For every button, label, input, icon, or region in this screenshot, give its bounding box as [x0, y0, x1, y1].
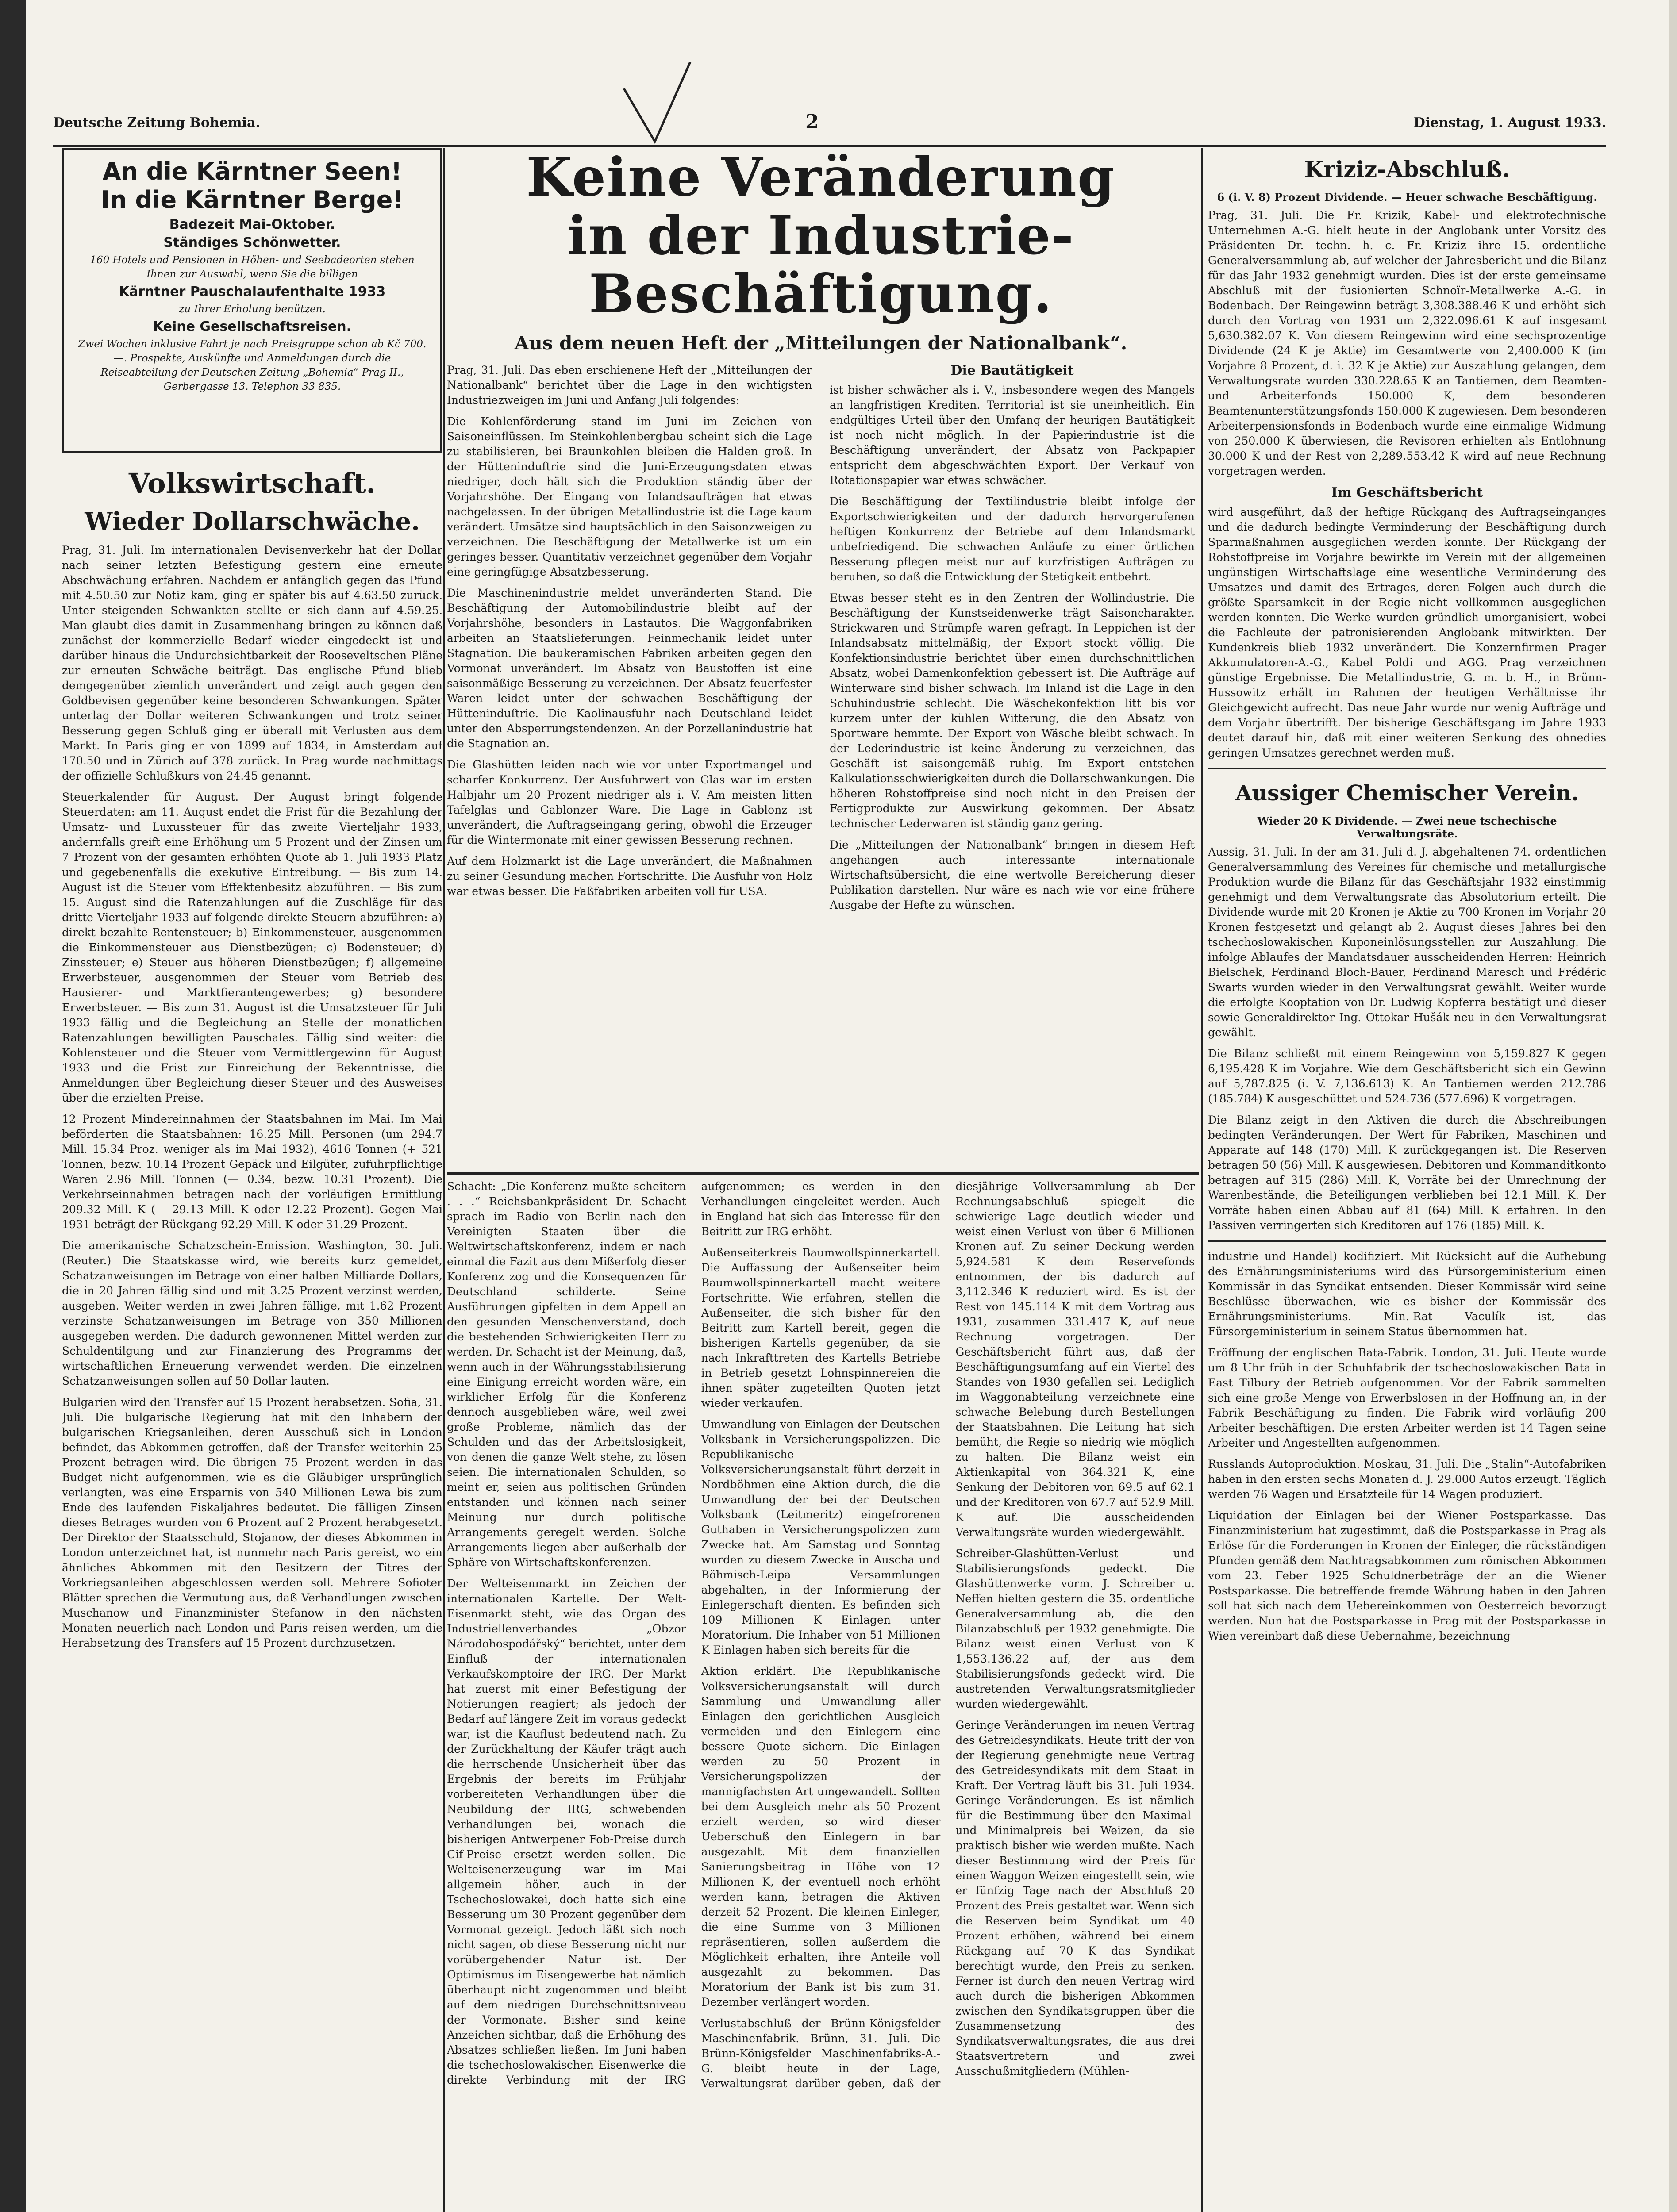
- article-deck: Wieder 20 K Dividende. — Zwei neue tschechische Verwaltungsräte.: [1257, 814, 1557, 840]
- article-title: Aussiger Chemischer Verein.: [1235, 781, 1579, 806]
- main-article: [447, 148, 1195, 1175]
- news-item: Eröffnung der englischen Bata-Fabrik. London, 31. Juli. Heute wurde um 8 Uhr früh in der Schuhfabrik der tschechoslowakischen Bata in East Tilbury der Betrieb aufgenommen. Vor der Fabrik sammelten sich eine große Menge von Erwerbslosen in der Hoffnung an, in der Fabrik Beschäftigung zu finden. Die Fabrik wird vorläufig 200 Arbeiter beschäftigen. Die ersten Arbeiter werden ist 14 Tagen seine Arbeiter und Angestellten aufgenommen.: [1208, 1346, 1606, 1449]
- news-item: Schacht: „Die Konferenz mußte scheitern . . .“ Reichsbankpräsident Dr. Schacht sprach im Radio von Berlin nach den Vereinigten Staaten über die Weltwirtschaftskonferenz, indem er nach einmal die Fazit aus dem Mißerfolg dieser Konferenz zog und die Konsequenzen für Deutschland schilderte. Seine Ausführungen gipfelten in dem Appell an den gesunden Menschenverstand, doch die bestehenden Schwierigkeiten Herr zu werden. Dr. Schacht ist der Meinung, daß, wenn auch in der Währungsstabilisierung eine Einigung erreicht worden wäre, ein wirklicher Erfolg für die Konferenz dennoch ausgeblieben wäre, weil zwei große Probleme, nämlich das der Schulden und das der Arbeitslosigkeit, von denen die ganze Welt stehe, zu lösen seien. Die internationalen Schulden, so meint er, seien aus politischen Gründen entstanden und können nach seiner Meinung nur durch politische Arrangements geregelt werden. Solche Arrangements liegen aber außerhalb der Sphäre von Wirtschaftskonferenzen.: [447, 1180, 686, 1569]
- article-title: Kriziz-Abschluß.: [1304, 156, 1510, 182]
- binding-edge: [0, 0, 26, 2212]
- section-title: Volkswirtschaft.: [128, 467, 376, 499]
- article-paragraph: ist bisher schwächer als i. V., insbesondere wegen des Mangels an langfristigen Krediten. Territorial ist sie uneinheitlich. Ein endgültiges Urteil über den Umfang der heurigen Bautätigkeit ist noch nicht möglich. In der Papierindustrie ist die Beschäftigung unverändert, der Absatz von Packpapier entspricht dem abgeschwächten Export. Der Verkauf von Rotationspapier war etwas schwächer.: [830, 384, 1195, 487]
- article-paragraph: Aussig, 31. Juli. In der am 31. Juli d. J. abgehaltenen 74. ordentlichen Generalversammlung des Vereines für chemische und metallurgische Produktion wurde die Bilanz für das Geschäftsjahr 1932 einstimmig genehmigt und dem Verwaltungsrate das Absolutorium erteilt. Die Dividende wurde mit 20 Kronen je Aktie zu 700 Kronen im Vorjahr 20 Kronen festgesetzt und gelangt ab 2. August dieses Jahres bei den tschechoslowakischen Kuponeinlösungsstellen zur Auszahlung. Die infolge Ablaufes der Mandatsdauer ausscheidenden Herren: Heinrich Bielschek, Ferdinand Bloch-Bauer, Ferdinand Maresch und Frédéric Swarts wurden wieder in den Verwaltungsrat gewählt. Weiter wurde die erfolgte Kooptation von Dr. Ludwig Kopferra bestätigt und dieser sowie Generaldirektor Ing. Ottokar Hušák neu in den Verwaltungsrat gewählt.: [1208, 845, 1606, 1039]
- headline-line-1: Keine Veränderung: [526, 148, 1115, 208]
- news-item: Außenseiterkreis Baumwollspinnerkartell. Die Auffassung der Außenseiter beim Baumwollspinnerkartell macht weitere Fortschritte. Wie erfahren, stellen die Außenseiter, die sich bisher für den Beitritt zum Kartell bereit, gegen die bisherigen Kartells gegenüber, da sie nach Inkrafttreten des Kartells Betriebe in Betrieb gesetzt Lohnspinnereien die ihnen später zugeteilten Quoten jetzt wieder verkaufen.: [701, 1246, 941, 1409]
- page-number: 2: [805, 111, 819, 133]
- article-title: Wieder Dollarschwäche.: [85, 507, 420, 536]
- ad-headline-2: In die Kärntner Berge!: [101, 186, 404, 214]
- running-header: [53, 111, 1606, 142]
- news-item: Umwandlung von Einlagen der Deutschen Volksbank in Versicherungspolizzen. Die Republikanische Volksversicherungsanstalt führt derzeit in Nordböhmen eine Aktion durch, die die Umwandlung der bei der Deutschen Volksbank (Leitmeritz) eingefrorenen Guthaben in Versicherungspolizzen zum Zwecke hat. Am Samstag und Sonntag wurden zu diesem Zwecke in Auscha und Böhmisch-Leipa Versammlungen abgehalten, in der Informierung der Einlegerschaft dienten. Es befinden sich 109 Millionen K Einlagen unter Moratorium. Die Inhaber von 51 Millionen K Einlagen haben sich bereits für die: [701, 1418, 941, 1656]
- article-paragraph: 12 Prozent Mindereinnahmen der Staatsbahnen im Mai. Im Mai beförderten die Staatsbahnen: 16.25 Mill. Personen (um 294.7 Mill. 15.34 Proz. weniger als im Mai 1932), 4616 Tonnen (+ 521 Tonnen, bezw. 10.14 Prozent Gepäck und Eilgüter, zufuhrpflichtige Waren 2.96 Mill. Tonnen (— 0.34, bezw. 10.31 Prozent). Die Verkehrseinnahmen betragen nach der vorläufigen Ermittlung 209.32 Mill. K (— 29.13 Mill. K oder 12.22 Prozent). Gegen Mai 1931 beträgt der Rückgang 92.29 Mill. K oder 31.29 Prozent.: [62, 1113, 442, 1231]
- news-item: Verlustabschluß der Brünn-Königsfelder Maschinenfabrik. Brünn, 31. Juli. Die Brünn-Königsfelder Maschinenfabriks-A.-G. bleibt heute in der Lage, Verwaltungsrat darüber geben, daß der diesjährige Vollversammlung ab Der Rechnungsabschluß spiegelt die schwierige Lage deutlich wieder und weist einen Verlust von über 6 Millionen Kronen auf. Zu seiner Deckung werden 5,924.581 K dem Reservefonds entnommen, der bis dadurch auf 3,112.346 K reduziert wird. Es ist der Rest von 145.114 K mit dem Vortrag aus 1931, zusammen 331.417 K, auf neue Rechnung vorgetragen. Der Geschäftsbericht führt aus, daß der Beschäftigungsumfang auf ein Viertel des Standes von 1930 gefallen sei. Lediglich im Waggonabteilung verzeichnete eine schwache Belebung durch Bestellungen der Staatsbahnen. Die Leitung hat sich bemüht, die Regie so niedrig wie möglich zu halten. Die Bilanz weist ein Aktienkapital von 364.321 K, eine Senkung der Debitoren von 69.5 auf 62.1 und der Kreditoren von 67.7 auf 52.9 Mill. K auf. Die ausscheidenden Verwaltungsräte wurden wiedergewählt.: [701, 1180, 1195, 2090]
- article-paragraph: Die Maschinenindustrie meldet unveränderten Stand. Die Beschäftigung der Automobilindustrie bleibt auf der Vorjahrshöhe, besonders in Lastautos. Die Waggonfabriken arbeiten an Staatslieferungen. Feinmechanik leidet unter Stagnation. Die baukeramischen Fabriken arbeiten gegen den Vormonat unverändert. Im Absatz von Baustoffen ist eine saisonmäßige Besserung zu verzeichnen. Der Absatz feuerfester Waren leidet unter der schwachen Beschäftigung der Hütteninduſtrie. Die Kaolinausfuhr nach Deutschland leidet unter den Absperrungstendenzen. An der Porzellanindustrie hat die Stagnation an.: [447, 587, 812, 750]
- date-line: Dienstag, 1. August 1933.: [1413, 115, 1606, 131]
- pencil-check-mark-icon: [619, 62, 695, 146]
- article-paragraph: Die amerikanische Schatzschein-Emission. Washington, 30. Juli. (Reuter.) Die Staatskasse wird, wie bereits kurz gemeldet, Schatzanweisungen im Betrage von einer halben Milliarde Dollars, die in 20 Jahren fällig sind und mit 3.25 Prozent verzinst werden, ausgeben. Weiter werden in zwei Jahren fällige, mit 1.62 Prozent verzinste Schatzanweisungen im Betrage von 350 Millionen ausgegeben werden. Die dadurch gewonnenen Mittel werden zur Schuldentilgung und zur Finanzierung des Programms der wirtschaftlichen Erneuerung verwendet werden. Die einzelnen Schatzanweisungen sollen auf 50 Dollar lauten.: [62, 1239, 442, 1387]
- subheading: Die Bautätigkeit: [950, 363, 1074, 378]
- ad-body-4: Zwei Wochen inklusive Fahrt je nach Preisgruppe schon ab Kč 700.—. Prospekte, Auskünfte und Anmeldungen durch die Reiseabteilung der Deutschen Zeitung „Bohemia“ Prag II., Gerbergasse 13. Telephon 33 835.: [78, 338, 427, 392]
- article-paragraph: Die „Mitteilungen der Nationalbank“ bringen in diesem Heft angehangen auch interessante internationale Wirtschaftsübersicht, die eine wertvolle Bereicherung dieser Publikation darstellen. Nur wäre es nach wie vor eine frühere Ausgabe der Hefte zu wünschen.: [830, 838, 1195, 911]
- ad-body-1: 160 Hotels und Pensionen in Höhen- und Seebadeorten stehen Ihnen zur Auswahl, wenn Sie die billigen: [90, 254, 415, 280]
- lower-news-block: [447, 1179, 1195, 2212]
- article-deck: 6 (i. V. 8) Prozent Dividende. — Heuer schwache Beschäftigung.: [1217, 191, 1597, 204]
- headline-deck: Aus dem neuen Heft der „Mitteilungen der Nationalbank“.: [514, 332, 1127, 354]
- news-item: industrie und Handel) kodifiziert. Mit Rücksicht auf die Aufhebung des Ernährungsministeriums wird das Fürsorgeministerium einen Kommissär in das Syndikat entsenden. Dieser Kommissär wird seine Beschlüsse überwachen, wie es bisher der Kommissär des Ernährungsministeriums. Min.-Rat Vaculík ist, das Fürsorgeministerium in seinem Status übernommen hat.: [1208, 1250, 1606, 1338]
- article-paragraph: Auf dem Holzmarkt ist die Lage unverändert, die Maßnahmen zu seiner Gesundung machen Fortschritte. Die Ausfuhr von Holz war etwas besser. Die Faßfabriken arbeiten voll für USA.: [447, 855, 812, 898]
- article-paragraph: Die Bilanz zeigt in den Aktiven die durch die Abschreibungen bedingten Veränderungen. Der Wert für Fabriken, Maschinen und Apparate auf 148 (170) Mill. K zurückgegangen ist. Die Reserven betragen 50 (56) Mill. K ausgewiesen. Debitoren und Kommanditkonto betragen auf 315 (286) Mill. K, Vorräte bei der Umrechnung der Warenbestände, die Beteiligungen verblieben bei 12.1 Mill. K. Der Vorräte haben einen Abbau auf 81 (64) Mill. K erfahren. In den Passiven verringerten sich Kreditoren auf 176 (185) Mill. K.: [1208, 1114, 1606, 1232]
- ad-body-2: zu Ihrer Erholung benützen.: [179, 303, 326, 315]
- column-rule-1: [443, 148, 445, 2212]
- headline-line-2: in der Industrie-Beschäftigung.: [567, 204, 1075, 325]
- news-item: Geringe Veränderungen im neuen Vertrag des Getreidesyndikats. Heute tritt der von der Regierung genehmigte neue Vertrag des Getreidesyndikats mit dem Staat in Kraft. Der Vertrag läuft bis 31. Juli 1934. Geringe Veränderungen. Es ist nämlich für die Bestimmung über den Maximal- und Minimalpreis bei Weizen, da sie praktisch bisher wie werden mußte. Nach dieser Bestimmung wird der Preis für einen Waggon Weizen eingestellt sein, wie er fünfzig Tage nach der Abschluß 20 Prozent des Preis gestaltet war. Wenn sich die Reserven beim Syndikat um 40 Prozent erhöhen, während bei einem Rückgang auf 70 K das Syndikat berechtigt wurde, den Preis zu senken. Ferner ist durch den neuen Vertrag wird auch durch die bisherigen Abkommen zwischen den Syndikatsgruppen über die Zusammensetzung des Syndikatsverwaltungsrates, die aus drei Staatsvertretern und zwei Ausschußmitgliedern (Mühlen-: [955, 1719, 1195, 2078]
- ad-season: Badezeit Mai-Oktober.: [169, 217, 335, 232]
- news-item: Schreiber-Glashütten-Verlust und Stabilisierungsfonds gedeckt. Die Glashüttenwerke vorm. J. Schreiber u. Neffen hielten gestern die 35. ordentliche Generalversammlung ab, die den Bilanzabschluß per 1932 genehmigte. Die Bilanz weist einen Verlust von K 1,553.136.22 auf, der aus dem Stabilisierungsfonds gedeckt wird. Die austretenden Verwaltungsratsmitglieder wurden wiedergewählt.: [955, 1547, 1195, 1710]
- article-paragraph: Die Beschäftigung der Textilindustrie bleibt infolge der Exportschwierigkeiten und der dadurch hervorgerufenen heftigen Konkurrenz der Betriebe auf dem Inlandsmarkt unbefriedigend. Die schwachen Anläufe zu einer örtlichen Besserung pflegen meist nur auf kurzfristigen Aufträgen zu beruhen, so daß die Entwicklung der Stetigkeit entbehrt.: [830, 495, 1195, 583]
- advertisement: [62, 148, 442, 453]
- news-item: Russlands Autoproduktion. Moskau, 31. Juli. Die „Stalin“-Autofabriken haben in den ersten sechs Monaten d. J. 29.000 Autos erzeugt. Täglich werden 76 Wagen und Ersatzteile für 14 Wagen produziert.: [1208, 1458, 1606, 1501]
- column-rule-2: [1201, 148, 1203, 2212]
- ad-headline-1: An die Kärntner Seen!: [102, 157, 402, 185]
- article-paragraph: Etwas besser steht es in den Zentren der Wollindustrie. Die Beschäftigung der Kunstseidenwerke trägt Saisoncharakter. Strickwaren und Strümpfe waren gefragt. In Leppichen ist der Inlandsabsatz mittelmäßig, der Export stockt völlig. Die Konfektionsindustrie berichtet über einen durchschnittlichen Absatz, wobei Damenkonfektion gebessert ist. Die Aufträge auf Winterware sind bisher schwach. Im Inland ist die Lage in den Schuhindustrie schlecht. Die Wäschekonfektion litt bis vor kurzem unter der kühlen Witterung, die den Absatz von Sportware hemmte. Der Export von Wäsche bleibt schwach. In der Lederindustrie ist keine Änderung zu verzeichnen, das Geschäft ist saisongemäß ruhig. Im Export entstehen Kalkulationsschwierigkeiten durch die Dollarschwankungen. Die höheren Rohstoffpreise sind noch nicht in den Preisen der Fertigprodukte zur Auswirkung gekommen. Der Absatz technischer Lederwaren ist ständig ganz gering.: [830, 591, 1195, 830]
- main-article-body: [447, 363, 1195, 913]
- news-item: Aktion erklärt. Die Republikanische Volksversicherungsanstalt will durch Sammlung und Umwandlung aller Einlagen den gerichtlichen Ausgleich vermeiden und den Einlegern eine bessere Quote sichern. Die Einlagen werden zu 50 Prozent in Versicherungspolizzen der mannigfachsten Art umgewandelt. Sollten bei dem Ausgleich mehr als 50 Prozent erzielt werden, so wird dieser Ueberschuß den Einlegern in bar ausgezahlt. Mit dem finanziellen Sanierungsbeitrag in Höhe von 12 Millionen K, der eventuell noch erhöht werden kann, betragen die Aktiven derzeit 52 Prozent. Die kleinen Einleger, die eine Summe von 3 Millionen repräsentieren, sollen außerdem die Möglichkeit erhalten, ihre Anteile voll ausgezahlt zu bekommen. Das Moratorium der Bank ist bis zum 31. Dezember verlängert worden.: [701, 1665, 941, 2008]
- article-paragraph: Prag, 31. Juli. Im internationalen Devisenverkehr hat der Dollar nach seiner letzten Befestigung gestern eine erneute Abschwächung erfahren. Nachdem er anfänglich gegen das Pfund mit 4.50.50 zur Notiz kam, ging er später bis auf 4.63.50 zurück. Unter steigenden Schwankten stellte er sich dann auf 4.59.25. Man glaubt dies damit in Zusammenhang bringen zu können daß zunächst der kommerzielle Bedarf wieder eingedeckt ist und darüber hinaus die Undurchsichtbarkeit der Rooseveltschen Pläne zur erneuten Schwäche beiträgt. Das englische Pfund blieb demgegenüber ziemlich unverändert und zeigt auch gegen den Goldbevisen gegenüber keine besonderen Schwankungen. Später unterlag der Dollar weiteren Schwankungen und trotz seiner Besserung gegen Schluß ging er überall mit Verlusten aus dem Markt. In Paris ging er von 1899 auf 1834, in Amsterdam auf 170.50 und in Zürich auf 378 zurück. In Prag wurde nachmittags der offizielle Schlußkurs von 24.45 genannt.: [62, 544, 442, 782]
- article-paragraph: wird ausgeführt, daß der heftige Rückgang des Auftragseinganges und die dadurch bedingte Verminderung der Beschäftigung durch Sparmaßnahmen ausgeglichen werden konnte. Der Rückgang der Rohstoffpreise im Vorjahre bewirkte im Verein mit der allgemeinen ungünstigen Wirtschaftslage eine wesentliche Verminderung des Umsatzes und damit des Ertrages, deren Folgen auch durch die größte Sparsamkeit in der Regie nicht vollkommen ausgeglichen werden konnten. Die Werke wurden gründlich umorganisiert, wobei die Fachleute der patronisierenden Anglobank mitwirkten. Der Kundenkreis blieb 1932 unverändert. Die Konzernfirmen Prager Akkumulatoren-A.-G., Kabel Poldi und AGG. Prag verzeichnen günstige Ergebnisse. Die Metallindustrie, G. m. b. H., in Brünn-Hussowitz erhält im Rahmen der heutigen Verhältnisse ihr Gleichgewicht aufrecht. Das neue Jahr wurde nur wenig Aufträge und dem Vorjahr übertrifft. Der bisherige Geschäftsgang im Jahre 1933 deutet darauf hin, daß mit einer weiteren Senkung des ohnedies geringen Umsatzes gerechnet werden muß.: [1208, 506, 1606, 759]
- article-paragraph: Die Glashütten leiden nach wie vor unter Exportmangel und scharfer Konkurrenz. Der Ausfuhrwert von Glas war im ersten Halbjahr um 20 Prozent niedriger als i. V. Am meisten litten Tafelglas und Gablonzer Ware. Die Lage in Gablonz ist unverändert, die Auftragseingang gering, obwohl die Erzeuger für die Wintermonate mit einer gewissen Besserung rechnen.: [447, 758, 812, 846]
- news-item: Liquidation der Einlagen bei der Wiener Postsparkasse. Das Finanzministerium hat zugestimmt, daß die Postsparkasse in Prag als Erlöse für die Forderungen in Kronen der Einleger, die rückständigen Pfunden gemäß dem Nachtragsabkommen zum römischen Abkommen vom 23. Feber 1925 Schuldnerbeträge der an die Wiener Postsparkasse. Die betreffende fremde Währung haben in den Jahren soll hat sich nach dem Uebereinkommen von Oesterreich bevorzugt werden. Nun hat die Postsparkasse in Prag mit der Postsparkasse in Wien vereinbart daß diese Uebernahme, bezeichnung: [1208, 1509, 1606, 1642]
- left-column: [62, 148, 442, 2212]
- article-rule: [1208, 1240, 1606, 1242]
- article-paragraph: Die Bilanz schließt mit einem Reingewinn von 5,159.827 K gegen 6,195.428 K im Vorjahre. Wie dem Geschäftsbericht sich ein Gewinn auf 5,787.825 (i. V. 7,136.613) K. An Tantiemen werden 212.786 (185.784) K ausgeschüttet und 524.736 (577.696) K vorgetragen.: [1208, 1047, 1606, 1105]
- subheading: Im Geschäftsbericht: [1331, 485, 1483, 500]
- page-edge: [1669, 0, 1677, 2212]
- article-paragraph: Prag, 31. Juli. Das eben erschienene Heft der „Mitteilungen der Nationalbank“ berichtet über die Lage in den wichtigsten Industriezweigen im Juni und Anfang Juli folgendes:: [447, 364, 812, 407]
- article-rule: [1208, 768, 1606, 769]
- ad-weather: Ständiges Schönwetter.: [163, 235, 341, 250]
- ad-offer: Kärntner Pauschalaufenthalte 1933: [119, 284, 386, 300]
- masthead-left: Deutsche Zeitung Bohemia.: [53, 115, 260, 131]
- article-paragraph: Steuerkalender für August. Der August bringt folgende Steuerdaten: am 11. August endet die Frist für die Bezahlung der Umsatz- und Luxussteuer für das zweite Vierteljahr 1933, andernfalls greift eine Erhöhung um 5 Prozent und der Zinsen um 7 Prozent von der gesamten erhöhten Quote ab 1. Juli 1933 Platz und gegebenenfalls die exekutive Eintreibung. — Bis zum 14. August ist die Steuer vom Effektenbesitz abzuführen. — Bis zum 15. August sind die Ratenzahlungen auf die Zuschläge für das dritte Vierteljahr 1933 auf folgende direkte Steuern abzuführen: a) direkt bezahlte Rentensteuer; b) Einkommensteuer, ausgenommen die Einkommensteuer aus Dienstbezügen; c) Bodensteuer; d) Zinssteuer; e) Steuer aus höheren Dienstbezügen; f) allgemeine Erwerbsteuer, ausgenommen der Steuer vom Betrieb des Hausierer- und Marktfierantengewerbes; g) besondere Erwerbsteuer. — Bis zum 31. August ist die Umsatzsteuer für Juli 1933 fällig und die Begleichung an Stelle der monatlichen Ratenzahlungen bewilligten Pauschales. Fällig sind weiter: die Kohlensteuer und die Steuer vom Vermittlergewinn für August 1933 und die Frist zur Einreichung der Bekenntnisse, die Anmeldungen über Begleichung dieser Steuer und des Ausweises über die erzielten Preise.: [62, 791, 442, 1104]
- article-paragraph: Prag, 31. Juli. Die Fr. Krizik, Kabel- und elektrotechnische Unternehmen A.-G. hielt heute in der Anglobank unter Vorsitz des Präsidenten Dr. techn. h. c. Fr. Kriziz ihre 15. ordentliche Generalversammlung ab, auf welcher der Jahresbericht und die Bilanz für das Jahr 1932 genehmigt wurden. Dies ist der erste gemeinsame Abschluß mit der fusionierten Schnoïr-Metallwerke A.-G. in Bodenbach. Der Reingewinn beträgt 3,308.388.46 K und erhöht sich durch den Vortrag von 1931 um 2,322.096.61 K auf insgesamt 5,630.382.07 K. Von diesem Reingewinn wird eine sechsprozentige Dividende (24 K je Aktie) im Gesamtwerte von 2,400.000 K (im Vorjahre 8 Prozent, d. i. 32 K je Aktie) zur Auszahlung gelangen, dem Verwaltungsrate wurden 330.228.65 K an Tantiemen, dem Beamten- und Arbeiterfonds 150.000 K, dem besonderen Beamtenunterstützungsfonds 150.000 K zugewiesen. Dem besonderen Arbeiterpensionsfonds in Bodenbach wurde eine einmalige Widmung von 250.000 K überwiesen, die Revisoren erhielten als Entlohnung 30.000 K und der Rest von 2,289.553.42 K wird auf neue Rechnung vorgetragen werden.: [1208, 209, 1606, 477]
- right-column: [1208, 148, 1606, 2212]
- article-paragraph: Bulgarien wird den Transfer auf 15 Prozent herabsetzen. Sofia, 31. Juli. Die bulgarische Regierung hat mit den Inhabern der bulgarischen Kriegsanleihen, deren Ausschuß sich in London befindet, das Abkommen getroffen, daß der Transfer weiterhin 25 Prozent betragen wird. Die übrigen 75 Prozent werden in das Budget nicht aufgenommen, wie es die Gläubiger ursprünglich verlangten, was eine Ersparnis von 540 Millionen Lewa bis zum Ende des laufenden Fiskaljahres bedeutet. Die fälligen Zinsen dieses Betrages wurden von 6 Prozent auf 2 Prozent herabgesetzt. Der Direktor der Staatsschuld, Stojanow, der dieses Abkommen in London unterzeichnet hat, ist nunmehr nach Paris gereist, wo ein ähnliches Abkommen mit den Besitzern der Titres der Vorkriegsanleihen abgeschlossen werden soll. Mehrere Sofioter Blätter sprechen die Vermutung aus, daß Verhandlungen zwischen Muschanow und Finanzminister Stefanow in den nächsten Monaten neuerlich nach London und Paris reisen werden, um die Herabsetzung des Transfers auf 15 Prozent durchzusetzen.: [62, 1396, 442, 1649]
- header-rule: [53, 145, 1606, 147]
- lower-news-body: [447, 1179, 1195, 2091]
- article-paragraph: Die Kohlenförderung stand im Juni im Zeichen von Saisoneinflüssen. Im Steinkohlenbergbau scheint sich die Lage zu stabilisieren, bei Braunkohlen bleiben die Halden groß. In der Hütteninduſtrie sind die Juni-Erzeugungsdaten etwas niedriger, doch hält sich die Produktion ständig über der Vorjahrshöhe. Der Eingang von Inlandsaufträgen hat etwas nachgelassen. In der übrigen Metallindustrie ist die Lage kaum verändert. Umsätze sind hauptsächlich in den Saisonzweigen zu verzeichnen. Die Beschäftigung der Metallwerke ist um ein geringes besser. Quantitativ verzeichnet gegenüber dem Vorjahr eine geringfügige Absatzbesserung.: [447, 415, 812, 578]
- news-item: Der Welteisenmarkt im Zeichen der internationalen Kartelle. Der Welt-Eisenmarkt steht, wie das Organ des Industriellenverbandes „Obzor Národohospodářský“ berichtet, unter dem Einfluß der internationalen Verkaufskomptoire der IRG. Der Markt hat zuerst mit einer Befestigung der Notierungen reagiert; als jedoch der Bedarf auf längere Zeit im voraus gedeckt war, ist die Kauflust bedeutend nach. Zu der Zurückhaltung der Käufer trägt auch die herrschende Unsicherheit über das Ergebnis der bereits im Frühjahr vorbereiteten Verhandlungen über die Neubildung der IRG, schwebenden Verhandlungen bei, wonach die bisherigen Antwerpener Fob-Preise durch Cif-Preise ersetzt werden sollen. Die Welteisenerzeugung war im Mai allgemein höher, auch in der Tschechoslowakei, doch hatte sich eine Besserung um 30 Prozent gegenüber dem Vormonat gezeigt. Jedoch läßt sich noch nicht sagen, ob diese Besserung nicht nur vorübergehender Natur ist. Der Optimismus im Eisengewerbe hat nämlich überhaupt nicht zugenommen und bleibt auf dem niedrigen Durchschnittsniveau der Vormonate. Bisher sind keine Anzeichen sichtbar, daß die Erhöhung des Absatzes schließen ließen. Im Juni haben die tschechoslowakischen Eisenwerke die direkte Verbindung mit der IRG aufgenommen; es werden in den Verhandlungen eingeleitet werden. Auch in England hat sich das Interesse für den Beitritt zur IRG erhöht.: [447, 1180, 941, 2086]
- ad-body-3: Keine Gesellschaftsreisen.: [153, 319, 352, 334]
- newspaper-page: [53, 93, 1606, 2212]
